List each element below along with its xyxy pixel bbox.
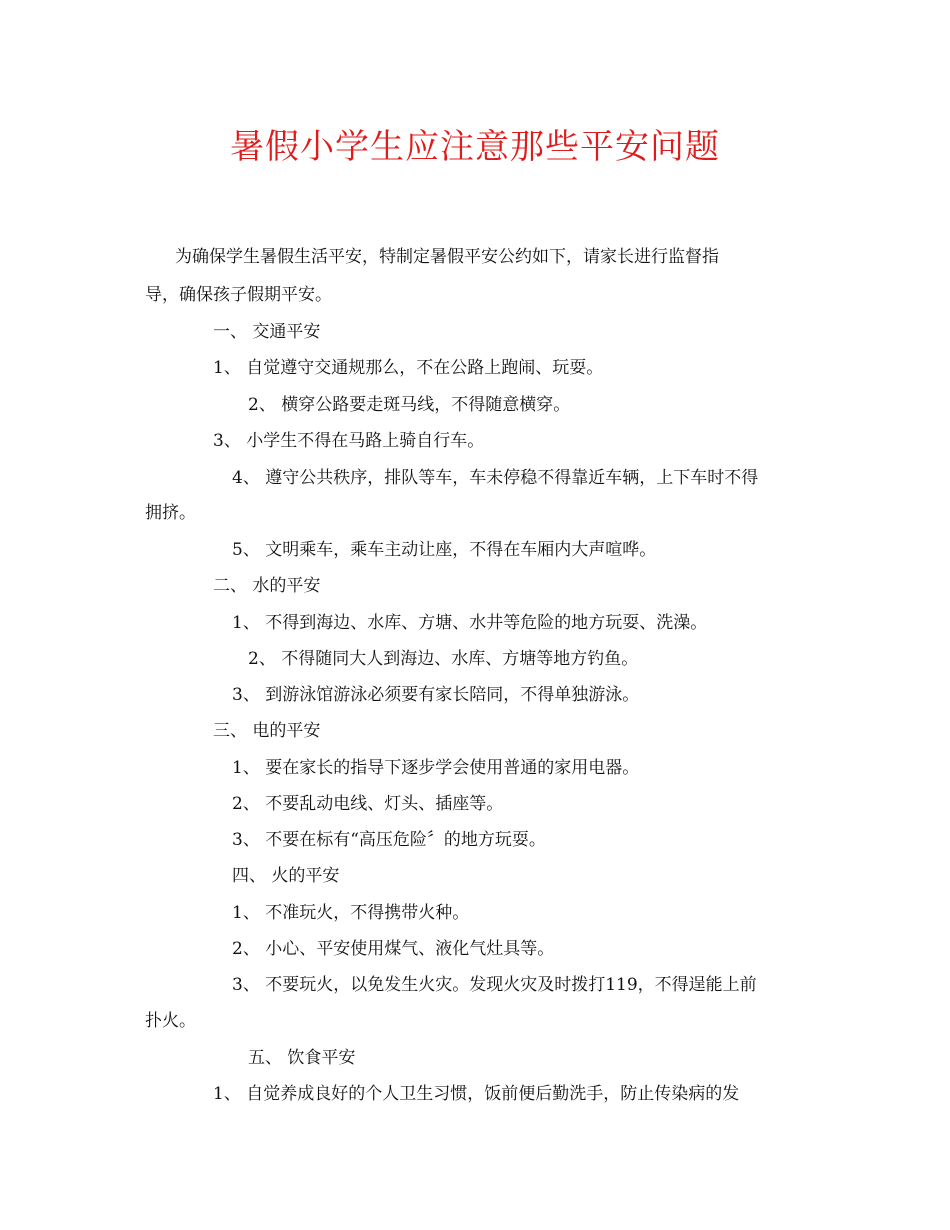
fire-item-3-line-1: 3、 不要玩火，以免发生火灾。发现火灾及时拨打119，不得逞能上前 (232, 975, 757, 995)
electricity-item-2: 2、 不要乱动电线、灯头、插座等。 (232, 794, 504, 814)
water-item-2: 2、 不得随同大人到海边、水库、方塘等地方钓鱼。 (248, 649, 639, 669)
fire-item-2: 2、 小心、平安使用煤气、液化气灶具等。 (232, 939, 555, 959)
section-heading-traffic: 一、 交通平安 (213, 322, 321, 342)
electricity-item-1: 1、 要在家长的指导下逐步学会使用普通的家用电器。 (232, 758, 640, 778)
fire-item-1: 1、 不准玩火，不得携带火种。 (232, 903, 470, 923)
intro-line-1: 为确保学生暑假生活平安，特制定暑假平安公约如下，请家长进行监督指 (175, 247, 719, 267)
traffic-item-3: 3、 小学生不得在马路上骑自行车。 (213, 431, 485, 451)
section-heading-electricity: 三、 电的平安 (213, 721, 321, 741)
fire-item-3-line-2: 扑火。 (145, 1011, 196, 1031)
water-item-3: 3、 到游泳馆游泳必须要有家长陪同，不得单独游泳。 (232, 685, 640, 705)
section-heading-food: 五、 饮食平安 (248, 1048, 356, 1068)
traffic-item-5: 5、 文明乘车，乘车主动让座，不得在车厢内大声喧哗。 (232, 540, 657, 560)
water-item-1: 1、 不得到海边、水库、方塘、水井等危险的地方玩耍、洗澡。 (232, 613, 708, 633)
traffic-item-4-line-2: 拥挤。 (145, 503, 196, 523)
electricity-item-3: 3、 不要在标有“高压危险〞的地方玩耍。 (232, 830, 546, 850)
traffic-item-2: 2、 横穿公路要走斑马线，不得随意横穿。 (248, 395, 571, 415)
traffic-item-1: 1、 自觉遵守交通规那么，不在公路上跑闹、玩耍。 (213, 358, 604, 378)
section-heading-fire: 四、 火的平安 (232, 866, 340, 886)
section-heading-water: 二、 水的平安 (213, 576, 321, 596)
traffic-item-4-line-1: 4、 遵守公共秩序，排队等车，车未停稳不得靠近车辆，上下车时不得 (232, 468, 759, 488)
document-title: 暑假小学生应注意那些平安问题 (230, 127, 720, 167)
food-item-1: 1、 自觉养成良好的个人卫生习惯，饭前便后勤洗手，防止传染病的发 (213, 1084, 740, 1104)
intro-line-2: 导，确保孩子假期平安。 (145, 285, 332, 305)
